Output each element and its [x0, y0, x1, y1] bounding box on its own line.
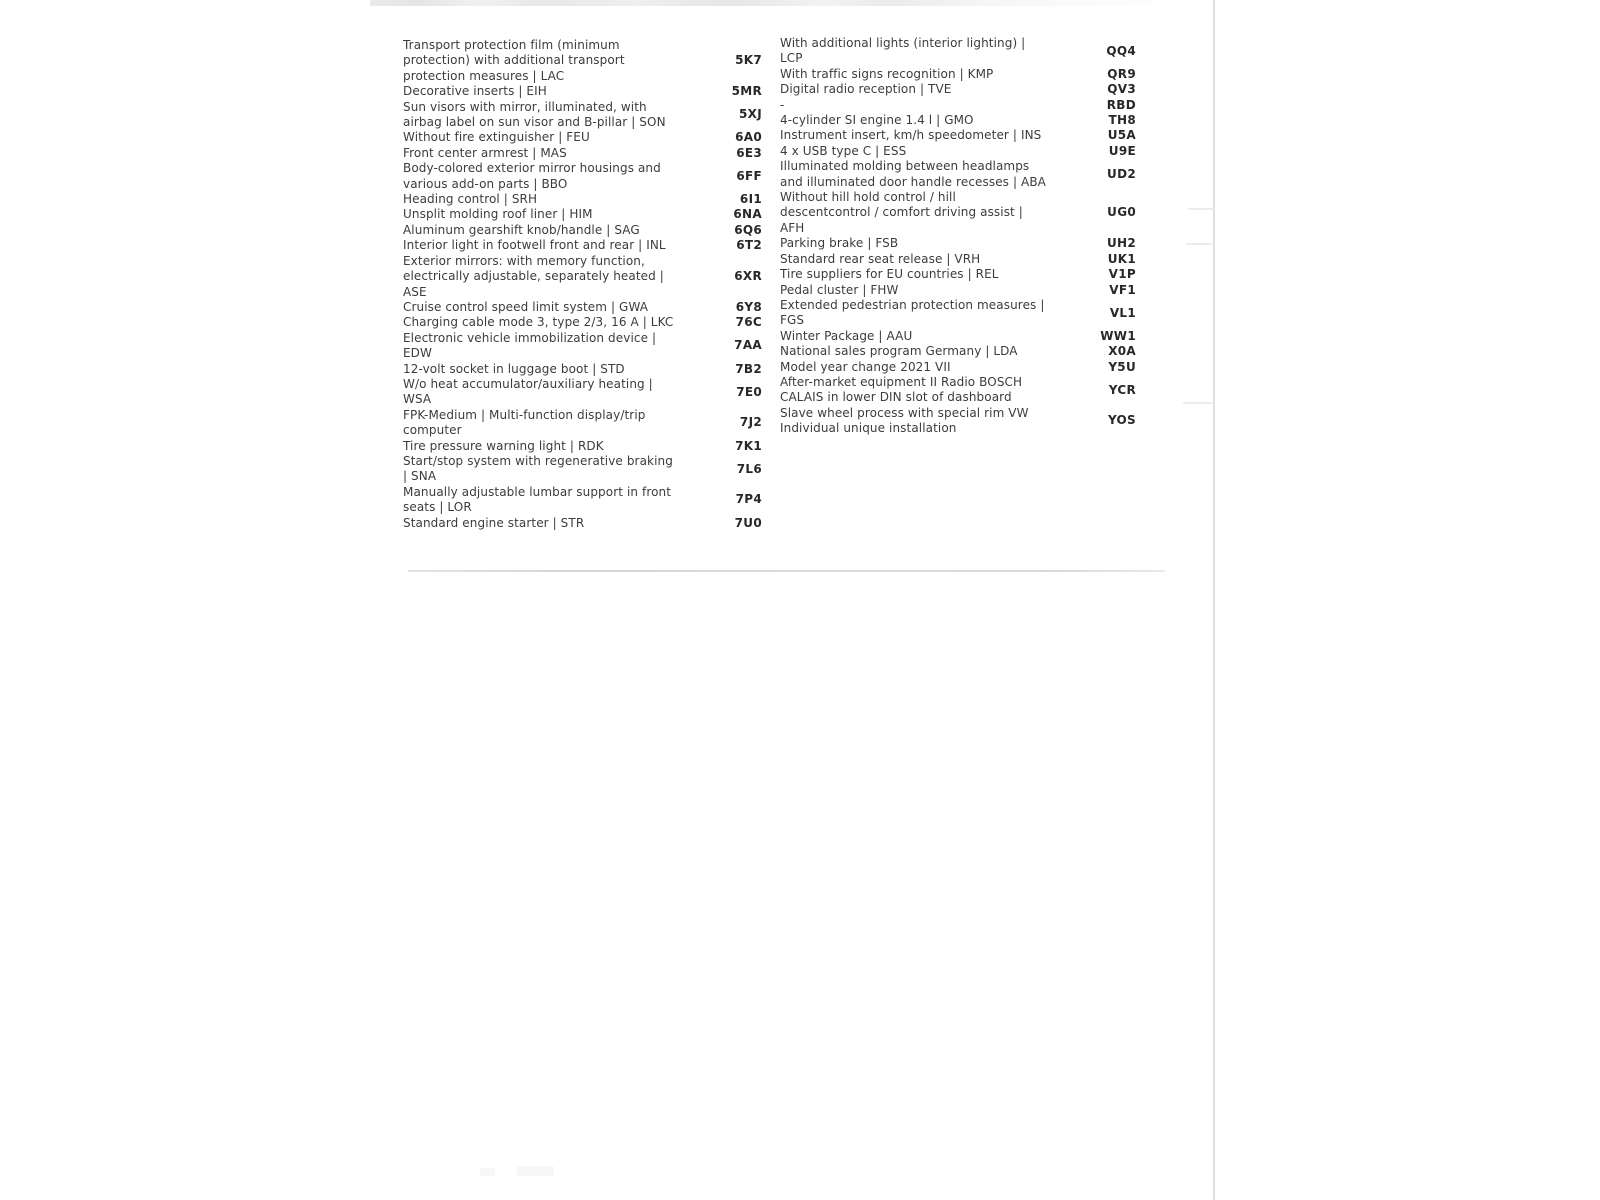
option-code: U5A: [1107, 128, 1136, 143]
option-code: 7L6: [736, 461, 762, 476]
option-code: 7P4: [735, 492, 762, 507]
option-code: 6FF: [736, 168, 762, 183]
option-row: [780, 360, 1136, 375]
option-description: Decorative inserts | EIH: [403, 84, 547, 99]
option-row: [780, 283, 1136, 298]
option-description: Sun visors with mirror, illuminated, with airbag label on sun visor and B-pillar | SON: [403, 99, 666, 130]
option-row: [780, 252, 1136, 267]
option-row: [403, 315, 762, 330]
option-row: [403, 362, 762, 377]
option-description: Charging cable mode 3, type 2/3, 16 A | LKC: [403, 315, 674, 330]
option-row: [403, 516, 762, 531]
option-description: -: [780, 97, 785, 112]
option-row: [780, 144, 1136, 159]
option-row: [403, 454, 762, 485]
option-description: Without hill hold control / hill descentcontrol / comfort driving assist | AFH: [780, 190, 1023, 235]
option-row: [780, 190, 1136, 236]
option-description: Parking brake | FSB: [780, 236, 899, 251]
option-code: 7J2: [739, 415, 762, 430]
scan-artifact-tick: [1188, 208, 1214, 210]
option-code: VF1: [1109, 282, 1136, 297]
option-code: 6E3: [736, 145, 762, 160]
option-description: With traffic signs recognition | KMP: [780, 66, 994, 81]
scan-artifact-top-edge: [370, 0, 1152, 6]
option-code: 6I1: [739, 192, 762, 207]
option-code: YCR: [1108, 382, 1136, 397]
option-code: U9E: [1108, 143, 1136, 158]
option-description: FPK-Medium | Multi-function display/trip computer: [403, 407, 646, 438]
option-row: [780, 344, 1136, 359]
option-row: [780, 298, 1136, 329]
option-row: [403, 38, 762, 84]
option-code: UG0: [1107, 205, 1136, 220]
option-description: Manually adjustable lumbar support in front seats | LOR: [403, 484, 672, 515]
equipment-code-list: [403, 38, 1136, 531]
option-description: Without fire extinguisher | FEU: [403, 130, 590, 145]
option-description: 12-volt socket in luggage boot | STD: [403, 361, 625, 376]
option-code: 5XJ: [739, 107, 762, 122]
option-description: Tire suppliers for EU countries | REL: [780, 267, 999, 282]
option-row: [403, 130, 762, 145]
option-row: [403, 408, 762, 439]
option-code: 6Q6: [734, 222, 762, 237]
option-code: 6T2: [736, 238, 762, 253]
option-code: 7B2: [735, 361, 762, 376]
option-row: [403, 485, 762, 516]
option-description: Body-colored exterior mirror housings and various add-on parts | BBO: [403, 161, 661, 191]
option-description: Slave wheel process with special rim VW Individual unique installation: [780, 405, 1029, 436]
option-description: Aluminum gearshift knob/handle | SAG: [403, 222, 640, 237]
option-row: [403, 192, 762, 207]
scan-artifact-smudge: [480, 1168, 495, 1176]
option-row: [780, 113, 1136, 128]
option-code: WW1: [1100, 328, 1136, 343]
option-description: Tire pressure warning light | RDK: [403, 438, 604, 453]
option-description: National sales program Germany | LDA: [780, 344, 1018, 359]
option-description: 4-cylinder SI engine 1.4 l | GMO: [780, 113, 974, 128]
option-code: 7E0: [736, 384, 762, 399]
option-row: [403, 238, 762, 253]
option-code: UH2: [1106, 236, 1136, 251]
option-code: QV3: [1107, 82, 1136, 97]
option-code: RBD: [1106, 97, 1136, 112]
option-description: Transport protection film (minimum protection) with additional transport protection measures | LAC: [403, 38, 625, 83]
scan-artifact-smudge: [517, 1166, 554, 1176]
option-code: 5K7: [735, 53, 762, 68]
option-code: YOS: [1107, 413, 1136, 428]
option-code: Y5U: [1108, 359, 1136, 374]
option-code: TH8: [1108, 113, 1136, 128]
option-row: [780, 329, 1136, 344]
option-description: Standard rear seat release | VRH: [780, 251, 981, 266]
option-description: After-market equipment II Radio BOSCH CALAIS in lower DIN slot of dashboard: [780, 374, 1023, 405]
option-description: With additional lights (interior lighting) | LCP: [780, 36, 1026, 66]
option-code: 6A0: [735, 130, 762, 145]
option-row: [403, 161, 762, 192]
option-description: Digital radio reception | TVE: [780, 82, 952, 97]
option-description: Cruise control speed limit system | GWA: [403, 299, 649, 314]
option-code: QR9: [1107, 66, 1136, 81]
option-row: [780, 36, 1136, 67]
option-description: Interior light in footwell front and rear | INL: [403, 238, 666, 253]
option-row: [403, 146, 762, 161]
option-code: QQ4: [1106, 43, 1136, 58]
option-row: [780, 406, 1136, 437]
option-description: Instrument insert, km/h speedometer | INS: [780, 128, 1042, 143]
option-code: 5MR: [731, 84, 762, 99]
option-row: [780, 98, 1136, 113]
option-code: 76C: [735, 315, 762, 330]
option-description: Front center armrest | MAS: [403, 145, 567, 160]
option-description: 4 x USB type C | ESS: [780, 143, 907, 158]
option-row: [780, 236, 1136, 251]
option-description: Start/stop system with regenerative braking | SNA: [403, 453, 673, 484]
option-code: 6NA: [733, 207, 762, 222]
option-code: V1P: [1108, 267, 1136, 282]
option-code: 7AA: [734, 338, 762, 353]
option-row: [780, 128, 1136, 143]
scan-artifact-tick: [1183, 402, 1214, 404]
option-description: Standard engine starter | STR: [403, 515, 585, 530]
option-description: Winter Package | AAU: [780, 328, 913, 343]
option-description: W/o heat accumulator/auxiliary heating | WSA: [403, 376, 653, 407]
option-code: 7K1: [735, 438, 762, 453]
option-row: [403, 84, 762, 99]
option-row: [403, 300, 762, 315]
option-description: Extended pedestrian protection measures | FGS: [780, 297, 1045, 328]
option-description: Model year change 2021 VII: [780, 359, 951, 374]
options-column-right: [780, 36, 1136, 531]
option-description: Pedal cluster | FHW: [780, 282, 899, 297]
option-row: [403, 254, 762, 300]
scan-artifact-tick: [1186, 243, 1214, 245]
option-row: [403, 439, 762, 454]
option-row: [780, 267, 1136, 282]
option-code: 6XR: [734, 269, 762, 284]
scan-artifact-page-edge-line: [1213, 0, 1215, 1200]
option-description: Exterior mirrors: with memory function, electrically adjustable, separately heated | ASE: [403, 253, 664, 299]
option-row: [780, 375, 1136, 406]
option-description: Heading control | SRH: [403, 192, 538, 207]
option-code: X0A: [1108, 344, 1136, 359]
option-code: UD2: [1107, 166, 1136, 181]
option-row: [403, 100, 762, 131]
option-description: Electronic vehicle immobilization device | EDW: [403, 330, 657, 361]
options-column-left: [403, 38, 762, 531]
option-row: [403, 377, 762, 408]
option-row: [403, 223, 762, 238]
option-code: UK1: [1107, 251, 1136, 266]
option-row: [403, 331, 762, 362]
option-row: [780, 67, 1136, 82]
section-separator-line: [408, 570, 1165, 572]
option-code: 6Y8: [735, 299, 762, 314]
option-row: [780, 82, 1136, 97]
option-code: 7U0: [734, 515, 762, 530]
option-row: [780, 159, 1136, 190]
option-code: VL1: [1109, 305, 1136, 320]
option-description: Unsplit molding roof liner | HIM: [403, 207, 593, 222]
option-description: Illuminated molding between headlamps and illuminated door handle recesses | ABA: [780, 159, 1046, 189]
option-row: [403, 207, 762, 222]
